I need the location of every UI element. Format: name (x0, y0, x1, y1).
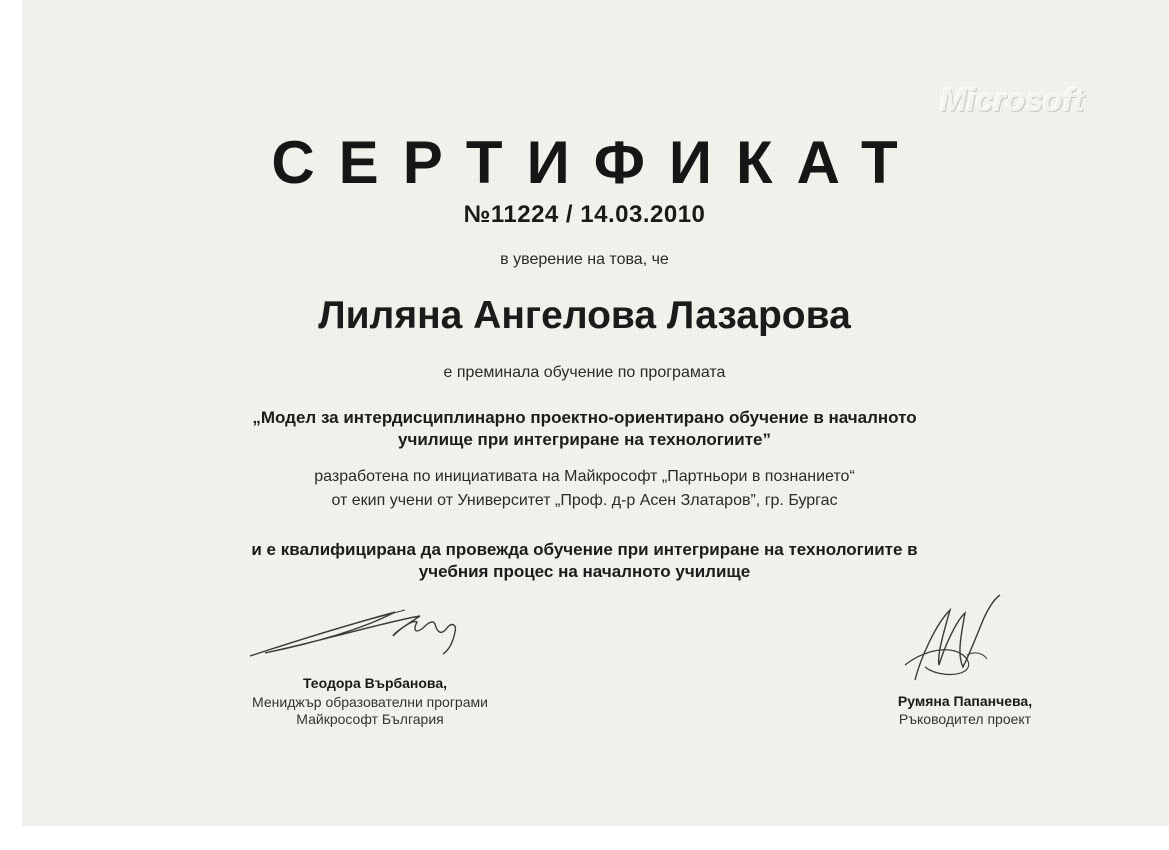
initiative-line-2: от екип учени от Университет „Проф. д-р Асен Златаров”, гр. Бургас (331, 492, 838, 509)
left-signatory-role: Мениджър образователни програми (252, 694, 488, 710)
left-signatory-org: Майкрософт България (296, 711, 444, 727)
right-signatory-name: Румяна Папанчева, (897, 693, 1033, 709)
left-signatory-name: Теодора Върбанова, (302, 675, 448, 691)
program-title-line-1: „Модел за интердисциплинарно проектно-ориентирано обучение в началното (252, 408, 917, 427)
qualification-line-2: учебния процес на началното училище (418, 562, 751, 581)
certificate-title: СЕРТИФИКАТ (271, 129, 922, 196)
passed-text: е преминала обучение по програмата (443, 364, 726, 381)
certify-text: в уверение на това, че (500, 251, 669, 268)
program-title-line-2: училище при интегриране на технологиите” (398, 430, 771, 449)
certificate-number-date: №11224 / 14.03.2010 (463, 201, 706, 228)
left-signature (245, 598, 475, 668)
initiative-line-1: разработена по инициативата на Майкрософт „Партньори в познанието“ (314, 468, 855, 485)
qualification-line-1: и е квалифицирана да провежда обучение при интегриране на технологиите в (251, 540, 918, 559)
right-signature (895, 585, 1015, 690)
microsoft-watermark-logo: Microsoft (940, 82, 1084, 118)
right-signatory-role: Ръководител проект (898, 711, 1032, 727)
recipient-name: Лиляна Ангелова Лазарова (318, 294, 851, 337)
